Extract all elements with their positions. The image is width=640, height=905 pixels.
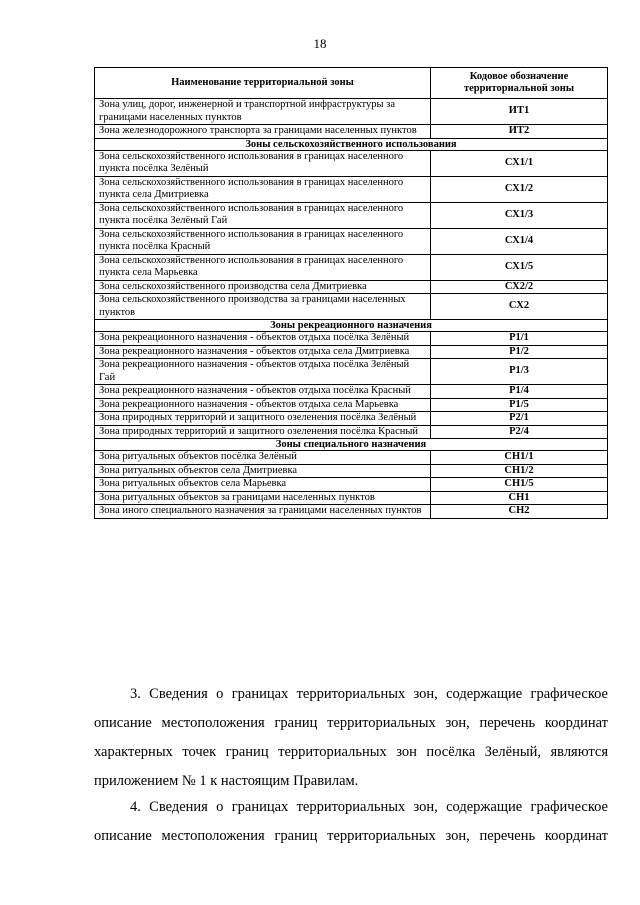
paragraph-line: описание местоположения границ территориальных зон, перечень координат: [94, 715, 608, 731]
zone-name-cell: Зона рекреационного назначения - объектов отдыха посёлка Зелёный Гай: [95, 359, 431, 385]
zone-code-cell: СН2: [431, 505, 608, 519]
header-zone-name: Наименование территориальной зоны: [95, 68, 431, 99]
header-zone-code: Кодовое обозначение территориальной зоны: [431, 68, 608, 99]
zone-code-cell: СХ1/2: [431, 176, 608, 202]
table-row: [95, 359, 608, 385]
zone-code-cell: Р2/1: [431, 412, 608, 426]
zones-table-body: [95, 99, 608, 519]
table-row: [95, 478, 608, 492]
paragraph-line: описание местоположения границ территориальных зон, перечень координат: [94, 828, 608, 844]
zone-code-cell: Р1/3: [431, 359, 608, 385]
zone-code-cell: СХ1/1: [431, 150, 608, 176]
zone-code-cell: Р1/4: [431, 385, 608, 399]
table-row: [95, 505, 608, 519]
table-row: [95, 412, 608, 426]
table-row: [95, 294, 608, 320]
zone-code-cell: СН1/1: [431, 451, 608, 465]
page-number: 18: [313, 36, 327, 51]
zone-code-cell: СХ2: [431, 294, 608, 320]
zone-name-cell: Зона ритуальных объектов за границами населенных пунктов: [95, 491, 431, 505]
table-section-row: [95, 320, 608, 332]
table-row: [95, 491, 608, 505]
zone-name-cell: Зона рекреационного назначения - объектов отдыха села Дмитриевка: [95, 345, 431, 359]
table-row: [95, 228, 608, 254]
zone-name-cell: Зона железнодорожного транспорта за границами населенных пунктов: [95, 125, 431, 139]
zone-code-cell: Р2/4: [431, 425, 608, 439]
zone-name-cell: Зона сельскохозяйственного производства села Дмитриевка: [95, 280, 431, 294]
table-row: [95, 385, 608, 399]
zone-name-cell: Зона рекреационного назначения - объектов отдыха посёлка Зелёный: [95, 332, 431, 346]
zone-name-cell: Зона природных территорий и защитного озеленения посёлка Зелёный: [95, 412, 431, 426]
zone-code-cell: СН1/5: [431, 478, 608, 492]
zone-name-cell: Зона сельскохозяйственного использования в границах населенного пункта посёлка Зелёный: [95, 150, 431, 176]
zone-name-cell: Зона ритуальных объектов села Дмитриевка: [95, 464, 431, 478]
zone-name-cell: Зона сельскохозяйственного производства за границами населенных пунктов: [95, 294, 431, 320]
zone-code-cell: СХ1/5: [431, 254, 608, 280]
zone-name-cell: Зона сельскохозяйственного использования в границах населенного пункта села Дмитриевка: [95, 176, 431, 202]
table-section-row: [95, 138, 608, 150]
table-row: [95, 280, 608, 294]
section-title: Зоны сельскохозяйственного использования: [95, 138, 608, 150]
paragraph-line: 3. Сведения о границах территориальных зон, содержащие графическое: [130, 686, 608, 702]
zone-name-cell: Зона природных территорий и защитного озеленения посёлка Красный: [95, 425, 431, 439]
zone-name-cell: Зона иного специального назначения за границами населенных пунктов: [95, 505, 431, 519]
zone-code-cell: Р1/2: [431, 345, 608, 359]
table-header-row: [95, 68, 608, 99]
zone-name-cell: Зона сельскохозяйственного использования в границах населенного пункта посёлка Зелёный Гай: [95, 202, 431, 228]
table-row: [95, 99, 608, 125]
zone-code-cell: ИТ1: [431, 99, 608, 125]
zone-name-cell: Зона ритуальных объектов села Марьевка: [95, 478, 431, 492]
table-row: [95, 125, 608, 139]
table-row: [95, 464, 608, 478]
zone-code-cell: ИТ2: [431, 125, 608, 139]
section-title: Зоны специального назначения: [95, 439, 608, 451]
zone-code-cell: СН1/2: [431, 464, 608, 478]
zone-name-cell: Зона ритуальных объектов посёлка Зелёный: [95, 451, 431, 465]
zone-code-cell: СХ2/2: [431, 280, 608, 294]
zone-name-cell: Зона рекреационного назначения - объектов отдыха села Марьевка: [95, 398, 431, 412]
table-row: [95, 332, 608, 346]
table-row: [95, 254, 608, 280]
zone-name-cell: Зона сельскохозяйственного использования в границах населенного пункта посёлка Красный: [95, 228, 431, 254]
table-row: [95, 398, 608, 412]
section-title: Зоны рекреационного назначения: [95, 320, 608, 332]
zone-name-cell: Зона рекреационного назначения - объектов отдыха посёлка Красный: [95, 385, 431, 399]
zone-code-cell: СХ1/3: [431, 202, 608, 228]
table-row: [95, 150, 608, 176]
table-row: [95, 425, 608, 439]
zone-code-cell: СХ1/4: [431, 228, 608, 254]
zones-table: [94, 67, 608, 519]
paragraph-line: приложением № 1 к настоящим Правилам.: [94, 773, 359, 789]
zone-code-cell: СН1: [431, 491, 608, 505]
zone-code-cell: Р1/1: [431, 332, 608, 346]
table-row: [95, 451, 608, 465]
table-row: [95, 202, 608, 228]
zone-name-cell: Зона сельскохозяйственного использования в границах населенного пункта села Марьевка: [95, 254, 431, 280]
zone-name-cell: Зона улиц, дорог, инженерной и транспортной инфраструктуры за границами населенных пунктов: [95, 99, 431, 125]
table-section-row: [95, 439, 608, 451]
table-row: [95, 345, 608, 359]
zone-code-cell: Р1/5: [431, 398, 608, 412]
paragraph-line: 4. Сведения о границах территориальных зон, содержащие графическое: [130, 799, 608, 815]
table-row: [95, 176, 608, 202]
paragraph-line: характерных точек границ территориальных зон посёлка Зелёный, являются: [94, 744, 608, 760]
